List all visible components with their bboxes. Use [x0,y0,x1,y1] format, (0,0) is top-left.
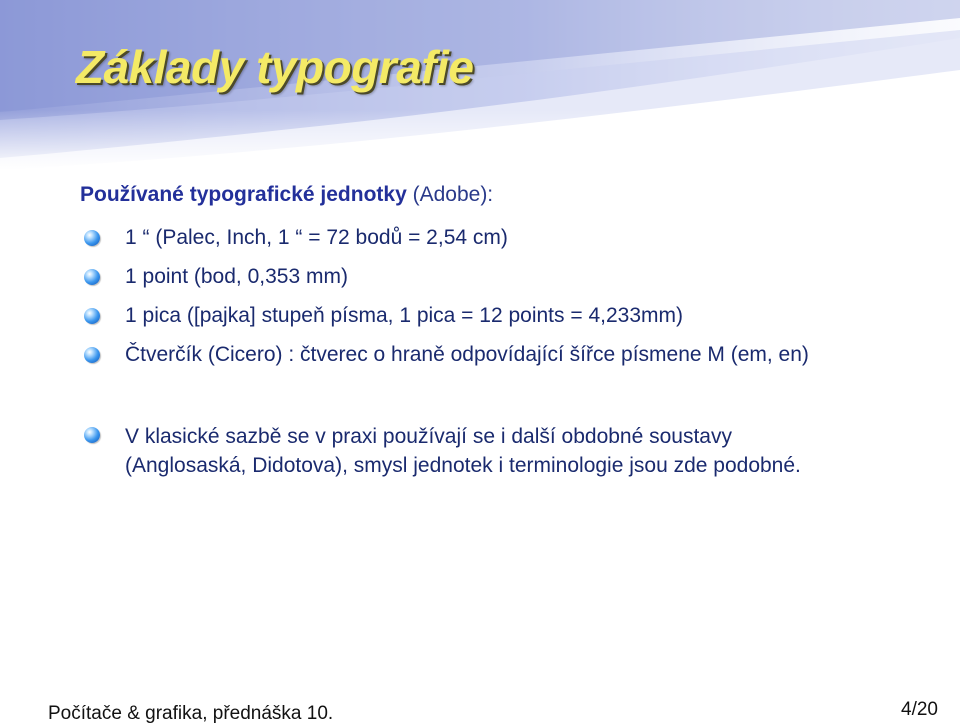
footer-course: Počítače & grafika, přednáška 10. [48,703,334,724]
units-intro-rest: (Adobe): [406,183,494,206]
bullet-text: Čtverčík (Cicero) : čtverec o hraně odpovídající šířce písmene M (em, en) [125,343,809,366]
bullet-icon [84,308,100,324]
bullet-icon [84,347,100,363]
slide-title: Základy typografie [76,41,474,93]
units-intro-bold: Používané typografické jednotky [80,183,407,206]
bullet-icon [84,269,100,285]
bullet-text-line-2: (Anglosaská, Didotova), smysl jednotek i terminologie jsou zde podobné. [125,454,801,477]
bullet-text: 1 “ (Palec, Inch, 1 “ = 72 bodů = 2,54 cm) [125,226,508,249]
bullet-icon [84,427,100,443]
bullet-text: 1 pica ([pajka] stupeň písma, 1 pica = 12 points = 4,233mm) [125,304,683,327]
bullet-icon [84,230,100,246]
footer-page-number: 4/20 [901,699,938,720]
bullet-text-line-1: V klasické sazbě se v praxi používají se i další obdobné soustavy [125,425,732,448]
units-intro [80,183,493,207]
bullet-text: 1 point (bod, 0,353 mm) [125,265,348,288]
